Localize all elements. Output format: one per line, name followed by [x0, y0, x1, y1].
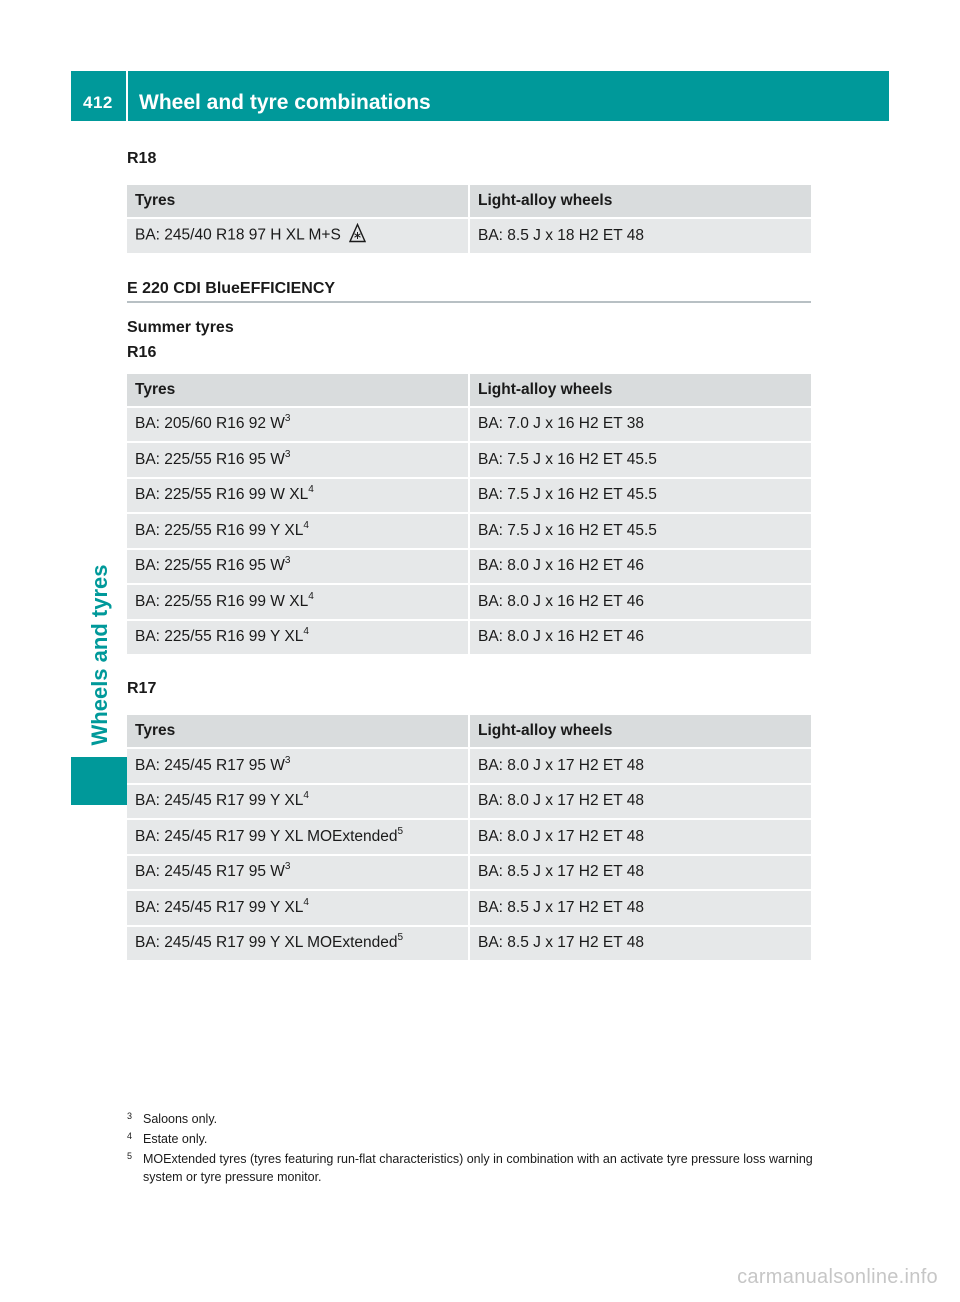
tyre-spec: BA: 225/55 R16 99 Y XL — [135, 521, 304, 539]
column-header-wheels: Light-alloy wheels — [469, 715, 811, 748]
footnote-text: Saloons only. — [143, 1112, 218, 1126]
column-header-tyres: Tyres — [127, 715, 469, 748]
tyre-cell — [127, 478, 469, 514]
content — [127, 150, 811, 962]
footnote-ref: 3 — [284, 413, 291, 425]
tyre-cell — [127, 748, 469, 784]
tyre-cell — [127, 218, 469, 254]
table-row — [127, 513, 811, 549]
footnote-ref: 3 — [284, 555, 291, 567]
table-row — [127, 407, 811, 443]
wheel-cell: BA: 8.5 J x 18 H2 ET 48 — [469, 218, 811, 254]
side-tab-label: Wheels and tyres — [87, 564, 112, 746]
tyre-cell — [127, 784, 469, 820]
tyre-spec: BA: 245/40 R18 97 H XL M+S — [135, 226, 341, 244]
table-row — [127, 478, 811, 514]
wheel-cell: BA: 8.0 J x 17 H2 ET 48 — [469, 748, 811, 784]
wheel-cell: BA: 7.5 J x 16 H2 ET 45.5 — [469, 442, 811, 478]
r16-table — [127, 374, 811, 657]
footnote-ref: 4 — [303, 896, 309, 908]
wheel-cell: BA: 8.0 J x 17 H2 ET 48 — [469, 819, 811, 855]
column-header-tyres: Tyres — [127, 185, 469, 218]
tyre-spec: BA: 225/55 R16 95 W — [135, 557, 285, 575]
tyre-spec: BA: 245/45 R17 99 Y XL — [135, 898, 304, 916]
snowflake-mountain-icon — [349, 223, 366, 248]
wheel-cell: BA: 8.0 J x 16 H2 ET 46 — [469, 549, 811, 585]
wheel-cell: BA: 7.5 J x 16 H2 ET 45.5 — [469, 478, 811, 514]
column-header-tyres: Tyres — [127, 374, 469, 407]
tyre-cell — [127, 549, 469, 585]
table-header-row — [127, 374, 811, 407]
table-row — [127, 890, 811, 926]
tyre-spec: BA: 205/60 R16 92 W — [135, 415, 285, 433]
column-header-wheels: Light-alloy wheels — [469, 185, 811, 218]
tyre-spec: BA: 245/45 R17 99 Y XL — [135, 792, 304, 810]
tyre-spec: BA: 225/55 R16 99 W XL — [135, 592, 309, 610]
table-header-row — [127, 185, 811, 218]
column-header-wheels: Light-alloy wheels — [469, 374, 811, 407]
tyre-cell — [127, 926, 469, 962]
footnote — [127, 1110, 817, 1128]
table-row — [127, 926, 811, 962]
r16-heading: R16 — [127, 343, 157, 361]
r17-table — [127, 715, 811, 962]
tyre-spec: BA: 245/45 R17 95 W — [135, 756, 285, 774]
tyre-spec: BA: 225/55 R16 99 Y XL — [135, 628, 304, 646]
footnote-number: 4 — [127, 1131, 133, 1141]
wheel-cell: BA: 8.0 J x 17 H2 ET 48 — [469, 784, 811, 820]
tyre-cell — [127, 819, 469, 855]
summer-tyres-heading: Summer tyres — [127, 318, 234, 336]
table-row — [127, 549, 811, 585]
footnote-ref: 4 — [308, 590, 314, 602]
table-row — [127, 784, 811, 820]
footnote-number: 3 — [127, 1111, 133, 1121]
page-number: 412 — [83, 93, 113, 112]
footnote-number: 5 — [127, 1151, 133, 1161]
tyre-spec: BA: 245/45 R17 99 Y XL MOExtended — [135, 934, 398, 952]
table-row — [127, 584, 811, 620]
tyre-cell — [127, 855, 469, 891]
table-header-row — [127, 715, 811, 748]
footnotes — [127, 1110, 817, 1186]
tyre-cell — [127, 442, 469, 478]
tyre-spec: BA: 225/55 R16 95 W — [135, 450, 285, 468]
table-row — [127, 620, 811, 656]
footnote-ref: 4 — [308, 484, 314, 496]
header-bar — [71, 71, 889, 121]
footnote-ref: 3 — [284, 861, 291, 873]
table-row — [127, 442, 811, 478]
table-row — [127, 218, 811, 254]
footnote-ref: 4 — [303, 519, 309, 531]
footnote-ref: 5 — [397, 932, 404, 944]
footnote-text: MOExtended tyres (tyres featuring run-flat characteristics) only in combination with an activate tyre pressure loss warning system or tyre pressure monitor. — [143, 1152, 813, 1184]
r18-table — [127, 185, 811, 255]
wheel-cell: BA: 8.5 J x 17 H2 ET 48 — [469, 855, 811, 891]
footnote-ref: 3 — [284, 754, 291, 766]
footnote — [127, 1150, 817, 1186]
r18-heading: R18 — [127, 150, 157, 167]
wheel-cell: BA: 7.0 J x 16 H2 ET 38 — [469, 407, 811, 443]
side-tab-marker — [71, 757, 127, 805]
wheel-cell: BA: 8.5 J x 17 H2 ET 48 — [469, 890, 811, 926]
footnote-ref: 4 — [303, 626, 309, 638]
tyre-cell — [127, 890, 469, 926]
table-row — [127, 748, 811, 784]
footnote-ref: 3 — [284, 448, 291, 460]
r17-heading: R17 — [127, 680, 157, 697]
tyre-spec: BA: 225/55 R16 99 W XL — [135, 486, 309, 504]
tyre-cell — [127, 620, 469, 656]
header-divider — [126, 71, 128, 121]
tyre-cell — [127, 407, 469, 443]
table-row — [127, 819, 811, 855]
table-row — [127, 855, 811, 891]
tyre-spec: BA: 245/45 R17 99 Y XL MOExtended — [135, 827, 398, 845]
footnote-ref: 5 — [397, 825, 404, 837]
footnote — [127, 1130, 817, 1148]
wheel-cell: BA: 8.0 J x 16 H2 ET 46 — [469, 620, 811, 656]
wheel-cell: BA: 7.5 J x 16 H2 ET 45.5 — [469, 513, 811, 549]
tyre-spec: BA: 245/45 R17 95 W — [135, 863, 285, 881]
wheel-cell: BA: 8.5 J x 17 H2 ET 48 — [469, 926, 811, 962]
wheel-cell: BA: 8.0 J x 16 H2 ET 46 — [469, 584, 811, 620]
footnote-ref: 4 — [303, 790, 309, 802]
model-title: E 220 CDI BlueEFFICIENCY — [127, 280, 811, 303]
page-title: Wheel and tyre combinations — [139, 91, 431, 114]
watermark: carmanualsonline.info — [737, 1266, 938, 1288]
footnote-text: Estate only. — [143, 1132, 208, 1146]
tyre-cell — [127, 584, 469, 620]
tyre-cell — [127, 513, 469, 549]
